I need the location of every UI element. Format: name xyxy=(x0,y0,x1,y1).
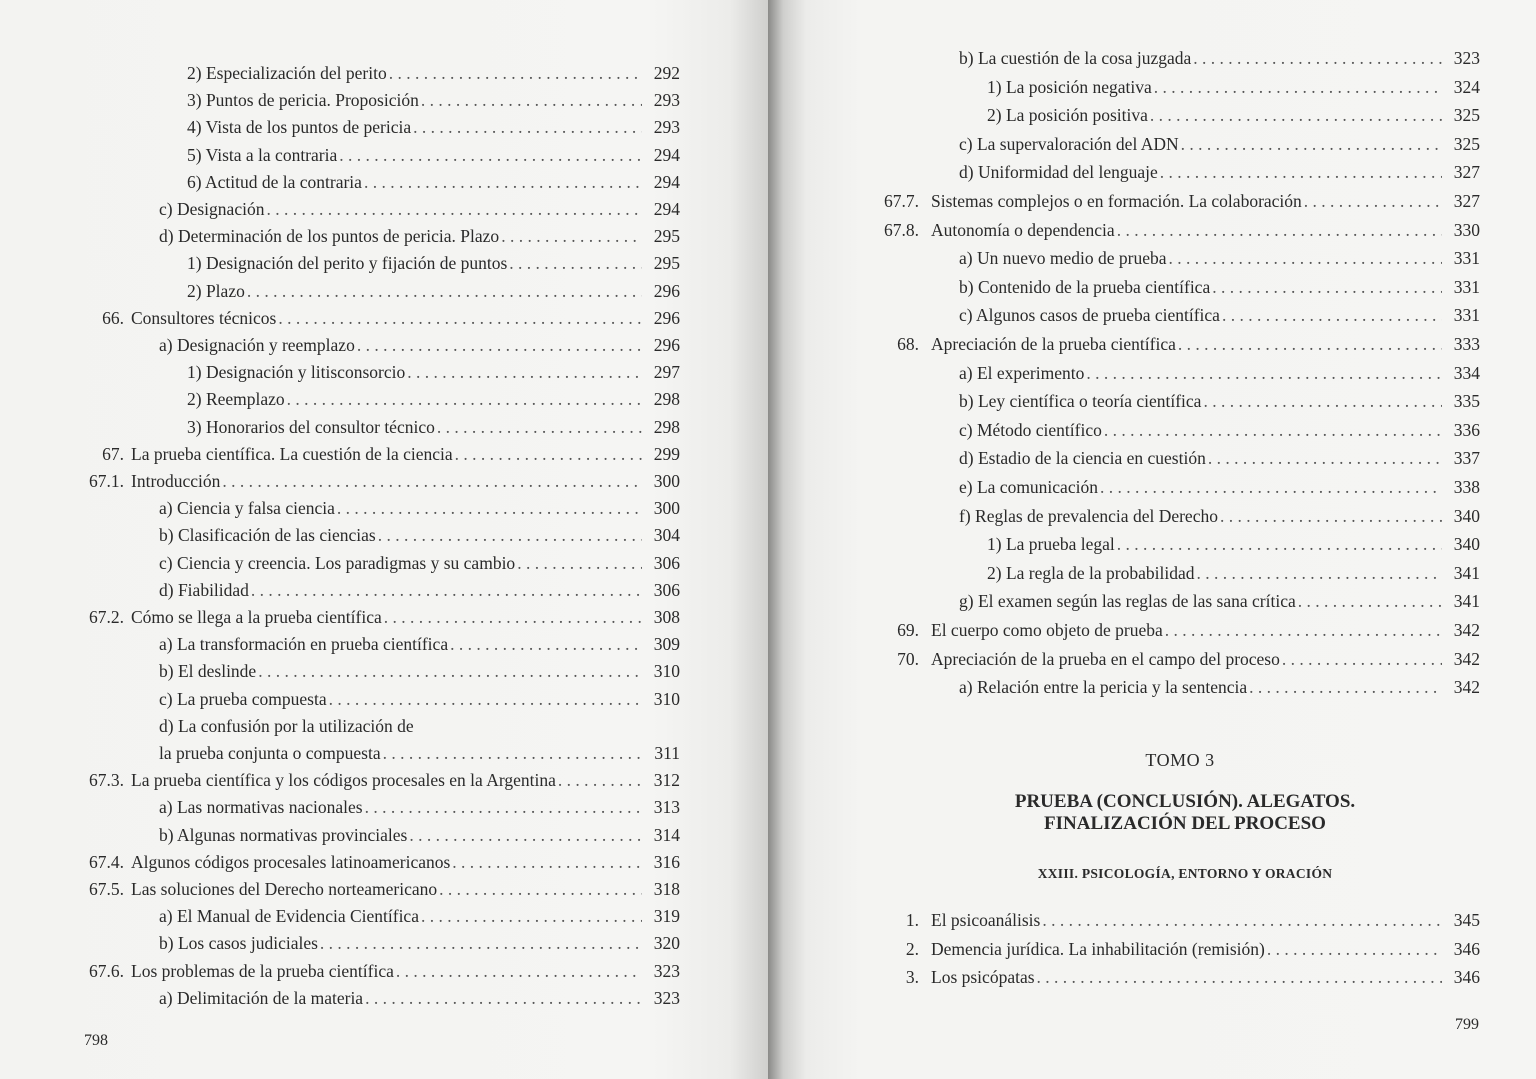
toc-entry-title: b) Contenido de la prueba científica xyxy=(959,276,1211,297)
toc-entry xyxy=(0,822,768,849)
right-page xyxy=(768,0,1536,1079)
toc-entry-title: c) Ciencia y creencia. Los paradigmas y su cambio xyxy=(159,552,516,573)
dot-leader xyxy=(251,577,642,604)
toc-entry-title: c) La supervaloración del ADN xyxy=(959,133,1179,154)
toc-entry-title: El cuerpo como objeto de prueba xyxy=(931,620,1163,640)
toc-entry-title: Apreciación de la prueba en el campo del proceso xyxy=(931,648,1280,669)
toc-entry xyxy=(768,531,1536,558)
toc-entry-title: c) Método científico xyxy=(959,419,1102,440)
toc-entry-title: Las soluciones del Derecho norteamericano xyxy=(131,879,438,899)
toc-entry xyxy=(0,495,768,522)
toc-entry xyxy=(768,560,1536,587)
dot-leader xyxy=(247,278,642,305)
chapter-heading: XXIII. PSICOLOGÍA, ENTORNO Y ORACIÓN xyxy=(1037,866,1333,881)
dot-leader xyxy=(1267,936,1442,963)
toc-entry-page: 327 xyxy=(1453,191,1480,211)
tomo-heading: TOMO 3 xyxy=(1145,750,1215,770)
toc-entry-page: 340 xyxy=(1453,505,1480,526)
toc-entry-page: 296 xyxy=(653,280,680,301)
dot-leader xyxy=(1298,588,1442,615)
dot-leader xyxy=(357,332,642,359)
dot-leader xyxy=(396,958,642,985)
toc-entry-page: 342 xyxy=(1453,620,1480,640)
toc-entry xyxy=(0,60,768,87)
toc-entry-page: 296 xyxy=(653,307,680,328)
toc-entry-title: 1) Designación y litisconsorcio xyxy=(187,362,406,383)
dot-leader xyxy=(421,903,642,930)
toc-entry-title: a) Un nuevo medio de prueba xyxy=(959,248,1167,269)
toc-entry-number: 67.5. xyxy=(89,879,124,899)
dot-leader xyxy=(1181,131,1442,158)
toc-entry xyxy=(0,658,768,685)
toc-entry-page: 346 xyxy=(1453,938,1480,959)
dot-leader xyxy=(455,441,642,468)
toc-entry-page: 304 xyxy=(653,525,680,546)
toc-entry xyxy=(0,958,768,985)
toc-entry xyxy=(768,131,1536,158)
toc-entry xyxy=(768,102,1536,129)
toc-entry xyxy=(0,305,768,332)
dot-leader xyxy=(258,658,642,685)
toc-entry-page: 325 xyxy=(1453,133,1480,154)
toc-entry xyxy=(0,386,768,413)
left-page-number: 798 xyxy=(84,1032,108,1049)
toc-entry-page: 293 xyxy=(653,117,680,138)
toc-entry-title: a) Relación entre la pericia y la sentencia xyxy=(959,677,1248,698)
toc-entry xyxy=(768,674,1536,701)
toc-entry-title: f) Reglas de prevalencia del Derecho xyxy=(959,505,1218,526)
toc-entry-title: c) La prueba compuesta xyxy=(159,688,327,709)
toc-entry-page: 310 xyxy=(653,688,680,709)
dot-leader xyxy=(501,223,642,250)
toc-entry-title: 6) Actitud de la contraria xyxy=(187,171,362,192)
dot-leader xyxy=(364,169,642,196)
toc-entry xyxy=(0,359,768,386)
toc-entry-title: c) Designación xyxy=(159,199,265,219)
toc-entry xyxy=(768,646,1536,673)
toc-entry xyxy=(768,302,1536,329)
toc-entry-number: 1. xyxy=(905,910,919,930)
toc-entry-title: Demencia jurídica. La inhabilitación (remisión) xyxy=(931,938,1265,959)
toc-entry xyxy=(768,245,1536,272)
toc-entry xyxy=(0,114,768,141)
toc-entry-title: b) Ley científica o teoría científica xyxy=(959,391,1202,412)
dot-leader xyxy=(1196,560,1442,587)
toc-entry xyxy=(0,849,768,876)
toc-entry xyxy=(0,740,768,767)
toc-entry xyxy=(768,474,1536,501)
toc-entry-number: 68. xyxy=(897,334,919,354)
toc-entry-title: 4) Vista de los puntos de pericia xyxy=(187,117,412,138)
toc-entry-page: 294 xyxy=(653,171,680,192)
part-title-line2: FINALIZACIÓN DEL PROCESO xyxy=(1044,813,1326,834)
toc-entry-page: 346 xyxy=(1453,967,1480,987)
toc-entry-page: 327 xyxy=(1453,162,1480,183)
toc-entry-number: 67.1. xyxy=(89,471,124,491)
toc-entry-number: 67.4. xyxy=(89,851,124,872)
toc-entry-number: 67.3. xyxy=(89,770,124,791)
toc-entry xyxy=(0,930,768,957)
toc-entry-title: Apreciación de la prueba científica xyxy=(931,334,1176,354)
toc-entry-title: 3) Puntos de pericia. Proposición xyxy=(187,90,419,111)
toc-entry-page: 292 xyxy=(653,63,680,83)
toc-entry-page: 331 xyxy=(1453,276,1480,297)
toc-entry-page: 335 xyxy=(1453,391,1480,412)
toc-entry-title: 2) La posición positiva xyxy=(987,105,1148,126)
toc-entry-title: Los psicópatas xyxy=(931,967,1035,987)
toc-entry-title: La prueba científica y los códigos procesales en la Argentina xyxy=(131,770,556,791)
toc-entry-page: 333 xyxy=(1453,334,1480,354)
right-page-number: 799 xyxy=(1455,1016,1479,1033)
toc-entry-page: 345 xyxy=(1453,910,1480,930)
toc-entry-title: a) La transformación en prueba científica xyxy=(159,634,449,655)
toc-entry-number: 70. xyxy=(897,648,919,669)
toc-entry xyxy=(0,332,768,359)
dot-leader xyxy=(1100,474,1442,501)
toc-entry-number: 3. xyxy=(905,967,919,987)
dot-leader xyxy=(222,468,642,495)
part-title-line1: PRUEBA (CONCLUSIÓN). ALEGATOS. xyxy=(1014,791,1356,812)
toc-entry xyxy=(768,417,1536,444)
toc-entry xyxy=(768,188,1536,215)
toc-entry xyxy=(768,217,1536,244)
toc-entry-page: 340 xyxy=(1453,534,1480,555)
toc-entry-title: 2) La regla de la probabilidad xyxy=(987,562,1195,583)
toc-entry-page: 312 xyxy=(653,770,680,791)
dot-leader xyxy=(389,60,642,87)
toc-entry-page: 336 xyxy=(1453,419,1480,440)
toc-entry-page: 309 xyxy=(653,634,680,655)
dot-leader xyxy=(1042,907,1442,934)
dot-leader xyxy=(1193,45,1442,72)
toc-entry-title: g) El examen según las reglas de las sana crítica xyxy=(959,591,1296,612)
toc-entry-page: 308 xyxy=(653,607,680,627)
toc-entry-number: 66. xyxy=(102,307,124,328)
toc-entry xyxy=(768,331,1536,358)
dot-leader xyxy=(409,822,642,849)
toc-entry xyxy=(0,985,768,1012)
toc-entry-page: 294 xyxy=(653,144,680,165)
toc-entry-title: Algunos códigos procesales latinoamericanos xyxy=(131,851,451,872)
toc-entry-title: Autonomía o dependencia xyxy=(931,219,1115,240)
toc-entry-title: d) La confusión por la utilización de xyxy=(159,715,414,736)
toc-entry xyxy=(0,142,768,169)
dot-leader xyxy=(266,196,642,223)
toc-entry-page: 331 xyxy=(1453,305,1480,326)
dot-leader xyxy=(383,740,642,767)
toc-entry-page: 319 xyxy=(653,906,680,927)
toc-entry-page: 295 xyxy=(653,253,680,274)
toc-entry-title: 1) La prueba legal xyxy=(987,534,1115,555)
toc-entry xyxy=(768,360,1536,387)
dot-leader xyxy=(452,849,642,876)
dot-leader xyxy=(320,930,642,957)
dot-leader xyxy=(1117,217,1442,244)
dot-leader xyxy=(365,985,642,1012)
toc-entry-title: 1) Designación del perito y fijación de puntos xyxy=(187,253,508,274)
toc-entry xyxy=(0,278,768,305)
toc-entry-title: b) El deslinde xyxy=(159,661,257,682)
toc-entry-title: b) Los casos judiciales xyxy=(159,933,318,954)
toc-entry-title: b) La cuestión de la cosa juzgada xyxy=(959,48,1192,68)
toc-entry-title: b) Clasificación de las ciencias xyxy=(159,525,376,546)
dot-leader xyxy=(1037,964,1442,991)
toc-entry-page: 330 xyxy=(1453,219,1480,240)
toc-entry-page: 337 xyxy=(1453,448,1480,469)
toc-entry-title: c) Algunos casos de prueba científica xyxy=(959,305,1220,326)
dot-leader xyxy=(1220,503,1442,530)
toc-entry xyxy=(0,441,768,468)
dot-leader xyxy=(337,495,642,522)
dot-leader xyxy=(1304,188,1442,215)
dot-leader xyxy=(329,686,642,713)
toc-entry-title: 2) Plazo xyxy=(187,280,245,301)
toc-entry xyxy=(0,468,768,495)
toc-entry-title: 2) Reemplazo xyxy=(187,389,285,410)
toc-entry-page: 314 xyxy=(653,824,680,845)
toc-entry-page: 323 xyxy=(653,987,680,1008)
toc-entry-title: d) Fiabilidad xyxy=(159,579,249,600)
toc-entry xyxy=(0,876,768,903)
toc-entry-title: 5) Vista a la contraria xyxy=(187,144,338,165)
dot-leader xyxy=(1160,159,1442,186)
toc-entry-title: 3) Honorarios del consultor técnico xyxy=(187,416,435,437)
toc-entry-title: 2) Especialización del perito xyxy=(187,63,387,83)
dot-leader xyxy=(1104,417,1442,444)
toc-entry-page: 313 xyxy=(653,797,680,818)
dot-leader xyxy=(339,142,642,169)
toc-entry xyxy=(768,388,1536,415)
toc-entry-page: 295 xyxy=(653,226,680,247)
toc-entry-page: 299 xyxy=(653,443,680,464)
toc-entry-page: 300 xyxy=(653,471,680,491)
toc-entry-title: a) El experimento xyxy=(959,362,1085,383)
toc-entry-title: a) Designación y reemplazo xyxy=(159,335,355,355)
toc-entry xyxy=(0,686,768,713)
toc-entry-page: 310 xyxy=(653,661,680,682)
toc-entry xyxy=(0,550,768,577)
toc-entry-title: d) Estadio de la ciencia en cuestión xyxy=(959,448,1206,469)
toc-entry-page: 306 xyxy=(653,552,680,573)
dot-leader xyxy=(437,414,642,441)
dot-leader xyxy=(1169,245,1443,272)
toc-entry-number: 67.7. xyxy=(884,191,919,211)
toc-entry-page: 298 xyxy=(653,416,680,437)
dot-leader xyxy=(1249,674,1442,701)
toc-entry xyxy=(768,936,1536,963)
toc-entry-page: 306 xyxy=(653,579,680,600)
dot-leader xyxy=(407,359,642,386)
toc-entry-title: El psicoanálisis xyxy=(931,910,1041,930)
dot-leader xyxy=(365,794,642,821)
dot-leader xyxy=(413,114,642,141)
toc-entry-page: 298 xyxy=(653,389,680,410)
toc-entry-page: 320 xyxy=(653,933,680,954)
toc-entry-page: 341 xyxy=(1453,562,1480,583)
dot-leader xyxy=(1222,302,1442,329)
toc-entry-page: 341 xyxy=(1453,591,1480,612)
toc-entry xyxy=(768,617,1536,644)
toc-entry-page: 334 xyxy=(1453,362,1480,383)
toc-entry-title: Los problemas de la prueba científica xyxy=(131,960,394,981)
dot-leader xyxy=(384,604,642,631)
dot-leader xyxy=(287,386,642,413)
dot-leader xyxy=(1165,617,1442,644)
toc-entry xyxy=(0,713,768,740)
toc-entry xyxy=(768,274,1536,301)
toc-entry-title: 1) La posición negativa xyxy=(987,76,1152,97)
toc-entry xyxy=(0,577,768,604)
toc-entry-title: b) Algunas normativas provinciales xyxy=(159,824,408,845)
toc-entry-number: 67.2. xyxy=(89,607,124,627)
dot-leader xyxy=(1154,74,1442,101)
toc-entry-title: d) Uniformidad del lenguaje xyxy=(959,162,1158,183)
toc-entry xyxy=(0,767,768,794)
toc-entry xyxy=(0,223,768,250)
toc-entry-page: 296 xyxy=(653,335,680,355)
toc-entry-number: 2. xyxy=(905,938,919,959)
dot-leader xyxy=(1086,360,1442,387)
dot-leader xyxy=(1117,531,1442,558)
dot-leader xyxy=(509,250,642,277)
toc-entry xyxy=(0,414,768,441)
toc-entry xyxy=(768,588,1536,615)
toc-entry-title: Sistemas complejos o en formación. La colaboración xyxy=(931,191,1302,211)
toc-entry-number: 67. xyxy=(102,443,124,464)
toc-entry-number: 69. xyxy=(897,620,919,640)
toc-entry-page: 338 xyxy=(1453,477,1480,497)
toc-entry-title: a) Ciencia y falsa ciencia xyxy=(159,498,335,519)
dot-leader xyxy=(439,876,642,903)
dot-leader xyxy=(421,87,642,114)
toc-entry xyxy=(0,250,768,277)
toc-entry xyxy=(768,159,1536,186)
toc-entry-title: La prueba científica. La cuestión de la ciencia xyxy=(131,443,453,464)
toc-entry-title: Consultores técnicos xyxy=(131,307,277,328)
dot-leader xyxy=(1150,102,1442,129)
toc-entry-page: 316 xyxy=(653,851,680,872)
toc-entry xyxy=(768,964,1536,991)
toc-entry xyxy=(0,522,768,549)
toc-entry xyxy=(768,445,1536,472)
dot-leader xyxy=(1208,445,1442,472)
toc-entry-page: 331 xyxy=(1453,248,1480,269)
toc-entry-page: 325 xyxy=(1453,105,1480,126)
toc-entry-title: a) El Manual de Evidencia Científica xyxy=(159,906,419,927)
toc-entry-title: d) Determinación de los puntos de pericia. Plazo xyxy=(159,226,500,247)
toc-entry xyxy=(0,604,768,631)
dot-leader xyxy=(278,305,642,332)
toc-entry-number: 67.8. xyxy=(884,219,919,240)
toc-entry-page: 342 xyxy=(1453,648,1480,669)
toc-entry-page: 324 xyxy=(1453,76,1480,97)
dot-leader xyxy=(1212,274,1442,301)
toc-entry-page: 294 xyxy=(653,199,680,219)
toc-entry xyxy=(0,196,768,223)
dot-leader xyxy=(1203,388,1442,415)
toc-entry xyxy=(0,87,768,114)
toc-entry xyxy=(768,74,1536,101)
toc-entry xyxy=(768,45,1536,72)
toc-entry-page: 323 xyxy=(653,960,680,981)
toc-entry-title: e) La comunicación xyxy=(959,477,1098,497)
toc-entry-title: a) Delimitación de la materia xyxy=(159,987,364,1008)
toc-entry-page: 318 xyxy=(653,879,680,899)
toc-entry-page: 323 xyxy=(1453,48,1480,68)
dot-leader xyxy=(558,767,642,794)
toc-entry-page: 297 xyxy=(653,362,680,383)
toc-entry-title: Introducción xyxy=(131,471,221,491)
toc-entry xyxy=(768,503,1536,530)
dot-leader xyxy=(450,631,642,658)
toc-entry-number: 67.6. xyxy=(89,960,124,981)
dot-leader xyxy=(1282,646,1442,673)
toc-entry xyxy=(0,903,768,930)
dot-leader xyxy=(1178,331,1442,358)
toc-entry-title: la prueba conjunta o compuesta xyxy=(159,743,381,763)
toc-entry-title: Cómo se llega a la prueba científica xyxy=(131,607,382,627)
toc-entry-page: 293 xyxy=(653,90,680,111)
toc-entry xyxy=(0,794,768,821)
toc-entry-page: 300 xyxy=(653,498,680,519)
toc-entry-page: 311 xyxy=(654,743,680,763)
toc-entry xyxy=(768,907,1536,934)
toc-entry-page: 342 xyxy=(1453,677,1480,698)
toc-entry xyxy=(0,631,768,658)
dot-leader xyxy=(517,550,642,577)
dot-leader xyxy=(378,522,642,549)
toc-entry-title: a) Las normativas nacionales xyxy=(159,797,363,818)
toc-entry xyxy=(0,169,768,196)
